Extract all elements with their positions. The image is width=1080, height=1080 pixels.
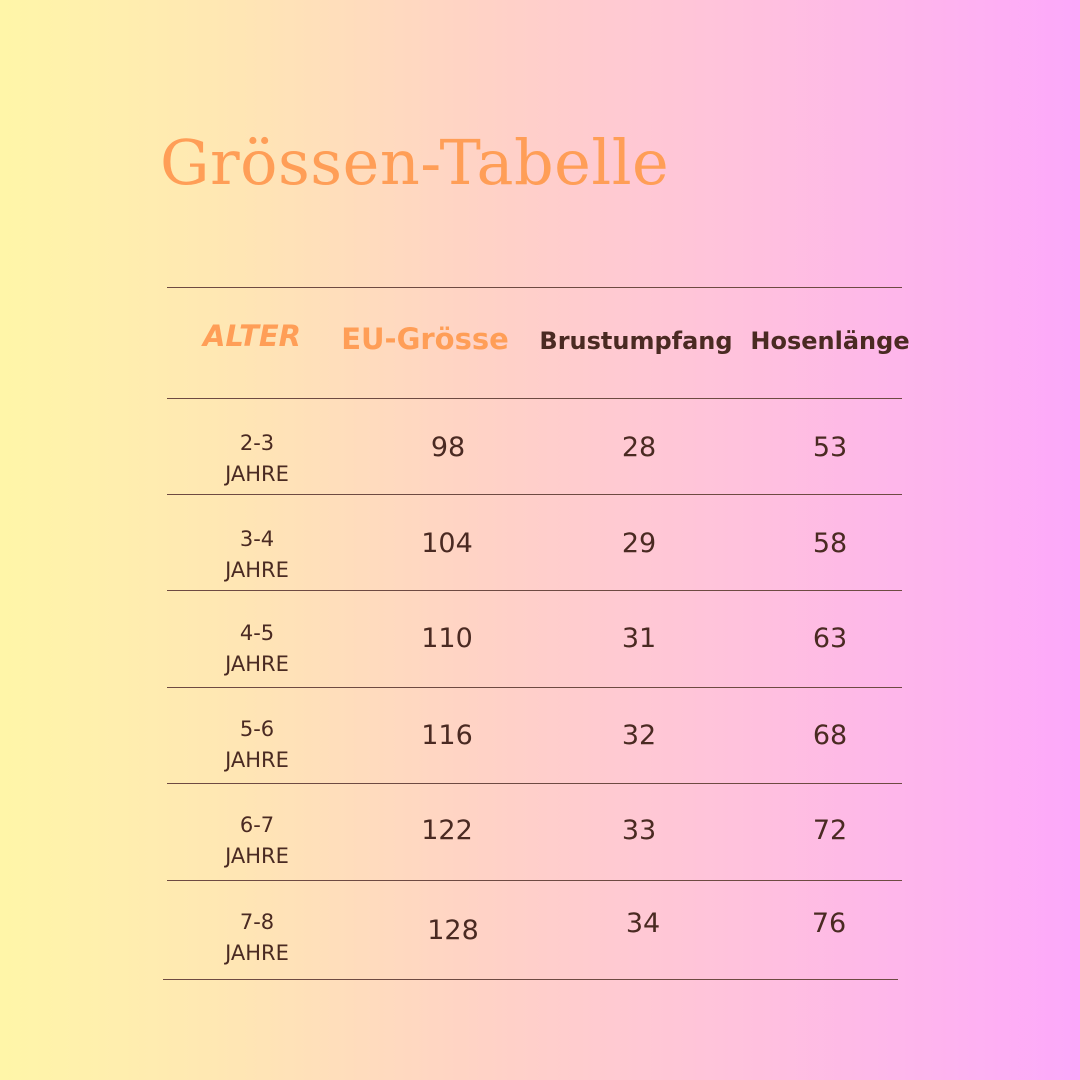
- row-divider: [167, 783, 902, 784]
- age-range: 6-7: [239, 813, 275, 837]
- column-header-chest: Brustumpfang: [539, 327, 733, 355]
- pants-length-cell: 53: [812, 432, 848, 463]
- row-divider: [167, 494, 902, 495]
- age-unit: JAHRE: [225, 844, 289, 868]
- age-unit: JAHRE: [225, 558, 289, 582]
- page-title: Grössen-Tabelle: [160, 126, 670, 199]
- chest-cell: 31: [621, 623, 657, 654]
- pants-length-cell: 72: [812, 815, 848, 846]
- eu-size-cell: 110: [421, 623, 473, 654]
- pants-length-cell: 63: [812, 623, 848, 654]
- row-divider: [167, 590, 902, 591]
- pants-length-cell: 68: [812, 720, 848, 751]
- column-header-age: ALTER: [202, 319, 302, 353]
- chest-cell: 33: [621, 815, 657, 846]
- age-range: 7-8: [239, 910, 275, 934]
- age-cell: [197, 907, 317, 969]
- eu-size-cell: 128: [427, 915, 479, 946]
- column-header-eu-size: EU-Grösse: [341, 322, 509, 356]
- age-cell: [197, 524, 317, 586]
- table-top-rule: [167, 287, 902, 288]
- chest-cell: 29: [621, 528, 657, 559]
- chest-cell: 28: [621, 432, 657, 463]
- age-unit: JAHRE: [225, 941, 289, 965]
- age-cell: [197, 618, 317, 680]
- age-range: 4-5: [239, 621, 275, 645]
- chest-cell: 32: [621, 720, 657, 751]
- pants-length-cell: 58: [812, 528, 848, 559]
- eu-size-cell: 122: [421, 815, 473, 846]
- age-unit: JAHRE: [225, 652, 289, 676]
- age-cell: [197, 810, 317, 872]
- header-bottom-rule: [167, 398, 902, 399]
- age-range: 2-3: [239, 431, 275, 455]
- table-bottom-rule: [163, 979, 898, 980]
- row-divider: [167, 687, 902, 688]
- age-range: 3-4: [239, 527, 275, 551]
- eu-size-cell: 98: [430, 432, 466, 463]
- row-divider: [167, 880, 902, 881]
- chest-cell: 34: [625, 908, 661, 939]
- age-range: 5-6: [239, 717, 275, 741]
- age-unit: JAHRE: [225, 462, 289, 486]
- age-cell: [197, 428, 317, 490]
- age-cell: [197, 714, 317, 776]
- column-header-pants-length: Hosenlänge: [750, 327, 910, 355]
- pants-length-cell: 76: [811, 908, 847, 939]
- eu-size-cell: 104: [421, 528, 473, 559]
- eu-size-cell: 116: [421, 720, 473, 751]
- age-unit: JAHRE: [225, 748, 289, 772]
